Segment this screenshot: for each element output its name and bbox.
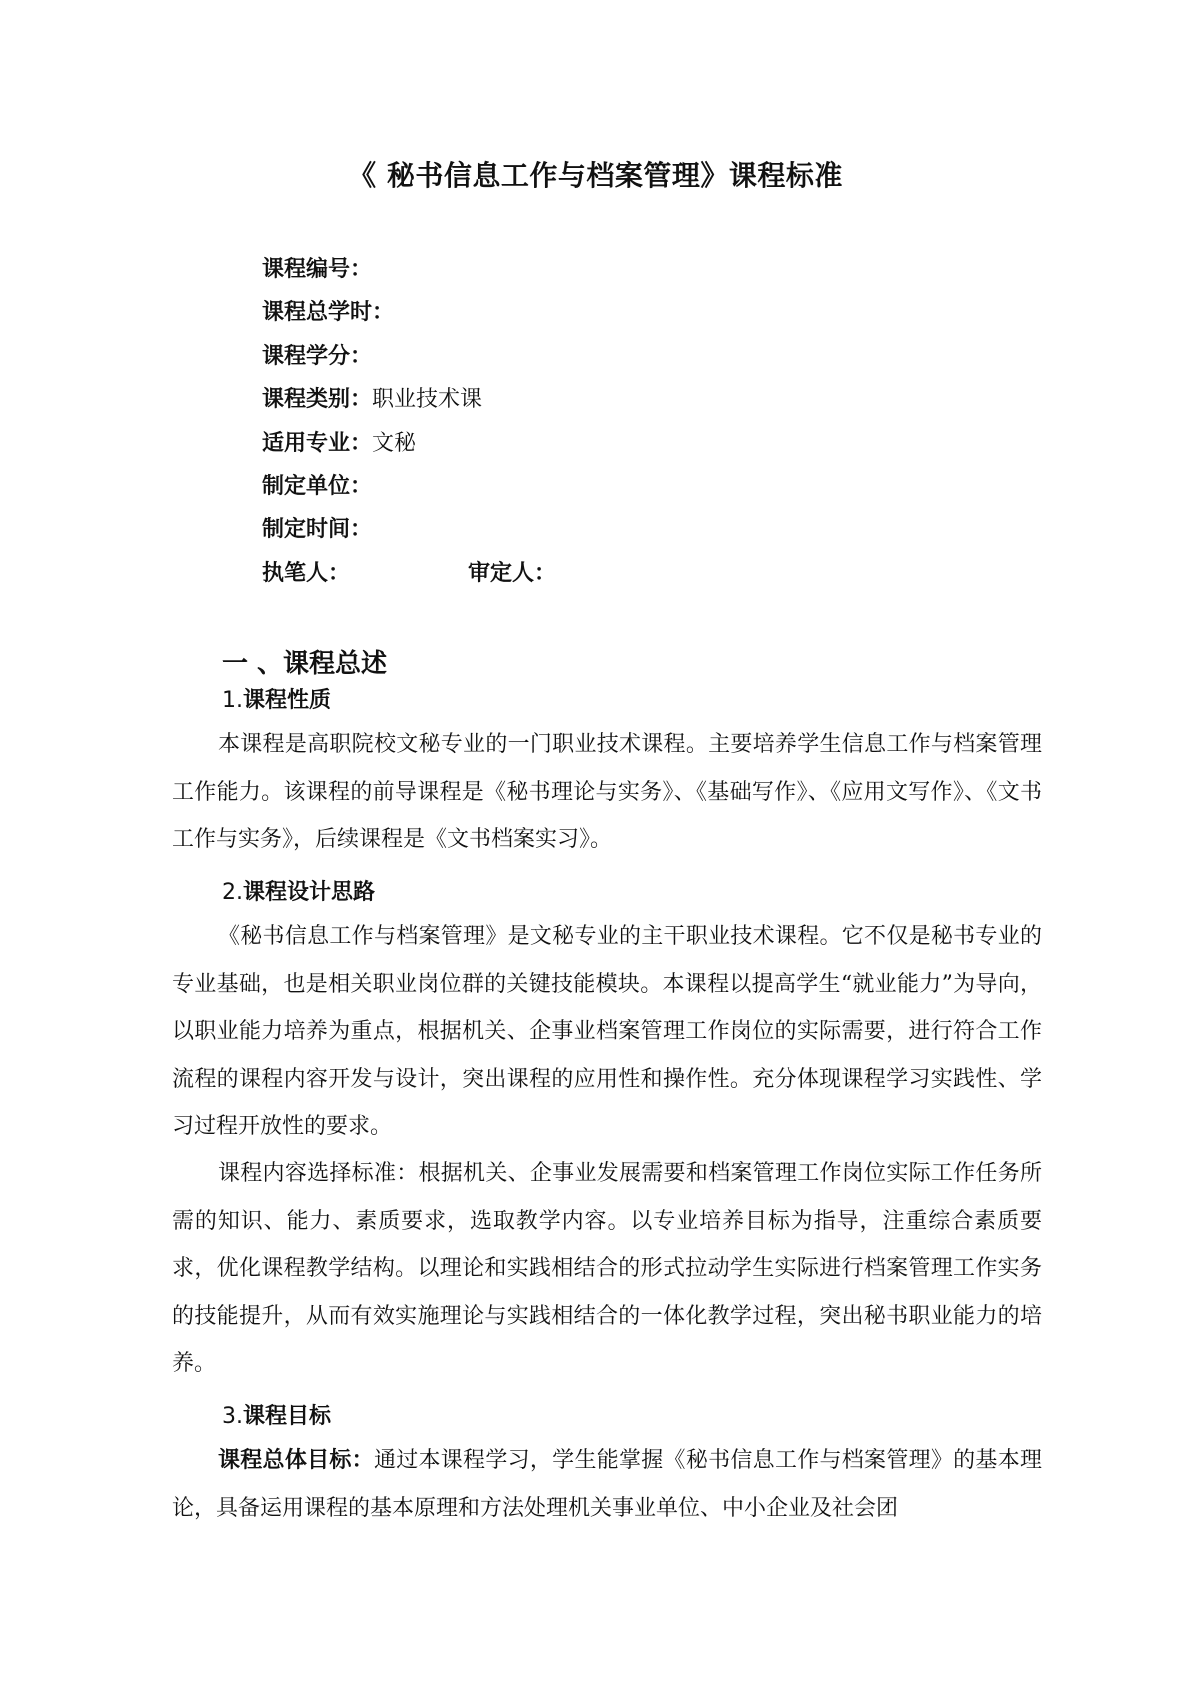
subheading-text: 课程性质 bbox=[243, 688, 332, 713]
paragraph-overall-goal bbox=[172, 1437, 1042, 1532]
category-label: 课程类别： bbox=[262, 387, 373, 413]
major-value: 文秘 bbox=[372, 430, 417, 456]
paragraph-course-nature: 本课程是高职院校文秘专业的一门职业技术课程。主要培养学生信息工作与档案管理工作能力。该课程的前导课程是《秘书理论与实务》、《基础写作》、《应用文写作》、《文书工作与实务》，后续课程是《文书档案实习》。 bbox=[172, 732, 1042, 852]
credits-row bbox=[262, 339, 556, 382]
author-reviewer-row bbox=[262, 556, 556, 599]
subheading-text: 课程设计思路 bbox=[243, 880, 376, 905]
total-hours-label: 课程总学时： bbox=[262, 300, 395, 326]
course-info-block bbox=[262, 252, 556, 599]
subheading-number: 1. bbox=[222, 688, 243, 713]
major-label: 适用专业： bbox=[262, 430, 373, 456]
overall-goal-label: 课程总体目标： bbox=[218, 1448, 374, 1473]
date-label: 制定时间： bbox=[262, 517, 373, 543]
subheading-course-nature bbox=[222, 686, 331, 716]
major-row bbox=[262, 426, 556, 469]
subheading-course-goals bbox=[222, 1402, 331, 1432]
section-heading-overview: 一 、课程总述 bbox=[222, 649, 388, 679]
subheading-design-approach bbox=[222, 878, 375, 908]
reviewer-label: 审定人： bbox=[468, 560, 557, 586]
course-code-row bbox=[262, 252, 556, 295]
subheading-number: 3. bbox=[222, 1404, 243, 1429]
subheading-number: 2. bbox=[222, 880, 243, 905]
unit-label: 制定单位： bbox=[262, 473, 373, 499]
subheading-text: 课程目标 bbox=[243, 1404, 332, 1429]
category-row bbox=[262, 382, 556, 425]
document-title: 《 秘书信息工作与档案管理》课程标准 bbox=[348, 159, 843, 192]
total-hours-row bbox=[262, 295, 556, 338]
course-code-label: 课程编号： bbox=[262, 257, 373, 282]
author-label: 执笔人： bbox=[262, 560, 351, 586]
overall-goal-text: 通过本课程学习，学生能掌握《秘书信息工作与档案管理》的基本理论，具备运用课程的基本原理和方法处理机关事业单位、中小企业及社会团 bbox=[172, 1448, 1042, 1521]
paragraph-content-selection: 课程内容选择标准：根据机关、企事业发展需要和档案管理工作岗位实际工作任务所需的知识、能力、素质要求，选取教学内容。以专业培养目标为指导，注重综合素质要求，优化课程教学结构。以理论和实践相结合的形式拉动学生实际进行档案管理工作实务的技能提升，从而有效实施理论与实践相结合的一体化教学过程，突出秘书职业能力的培养。 bbox=[172, 1161, 1042, 1376]
paragraph-design-approach: 《秘书信息工作与档案管理》是文秘专业的主干职业技术课程。它不仅是秘书专业的专业基础，也是相关职业岗位群的关键技能模块。本课程以提高学生“就业能力”为导向，以职业能力培养为重点，根据机关、企事业档案管理工作岗位的实际需要，进行符合工作流程的课程内容开发与设计，突出课程的应用性和操作性。充分体现课程学习实践性、学习过程开放性的要求。 bbox=[172, 924, 1042, 1139]
date-row bbox=[262, 512, 556, 555]
credits-label: 课程学分： bbox=[262, 343, 373, 369]
category-value: 职业技术课 bbox=[372, 387, 483, 413]
unit-row bbox=[262, 469, 556, 512]
